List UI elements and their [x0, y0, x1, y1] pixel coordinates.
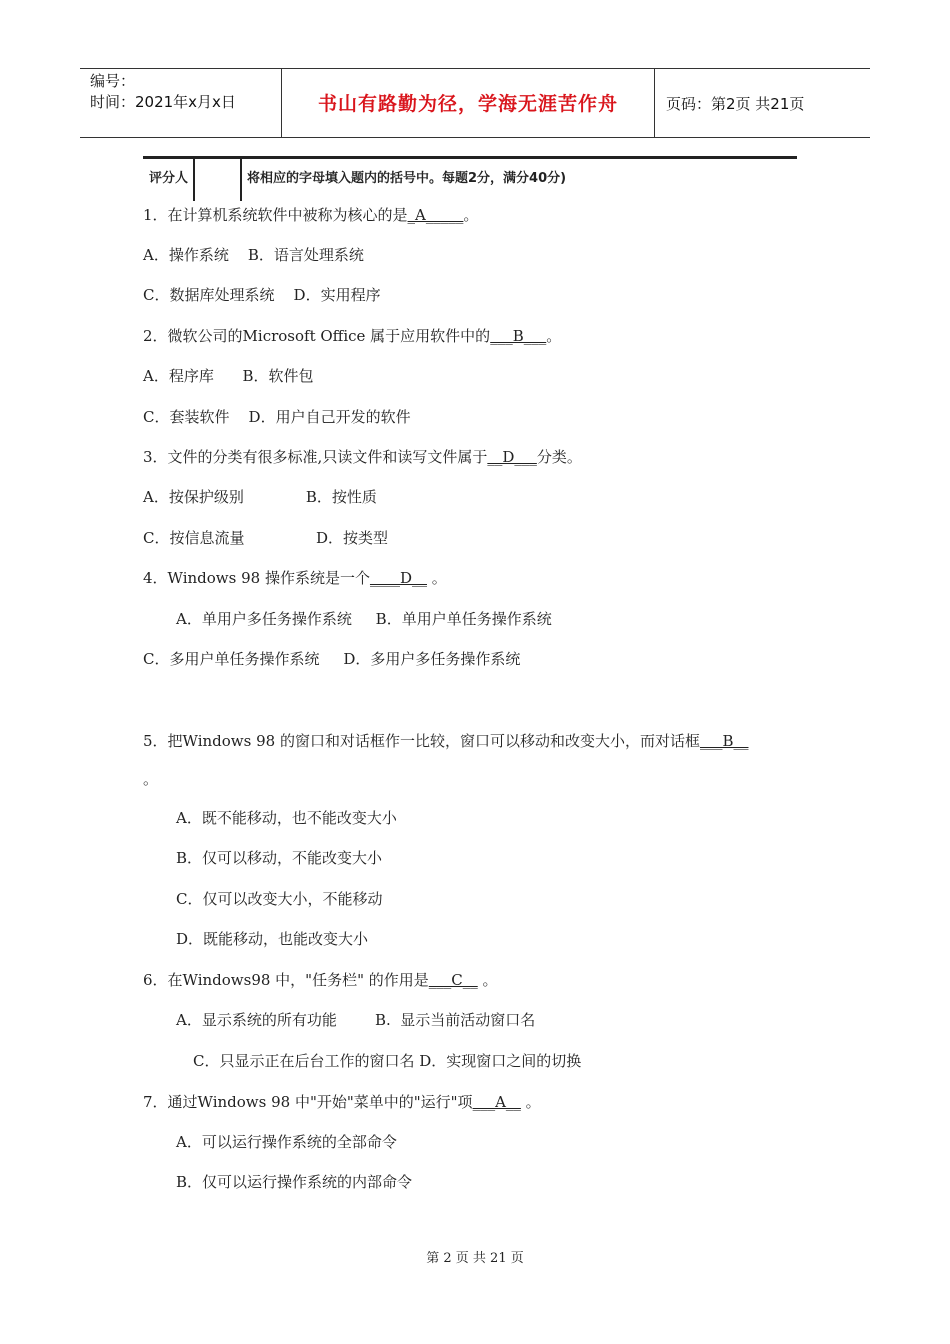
q6-options-ab: A．显示系统的所有功能 B. 显示当前活动窗口名 — [176, 1011, 536, 1029]
question-2: 2．微软公司的Microsoft Office 属于应用软件中的___B___。 — [143, 327, 562, 345]
page-header — [80, 68, 870, 138]
question-6: 6．在Windows98 中，"任务栏" 的作用是___C__ 。 — [143, 971, 498, 989]
q2-options-cd: C．套装软件 D．用户自己开发的软件 — [143, 408, 411, 426]
q1-options-cd: C．数据库处理系统 D．实用程序 — [143, 286, 381, 304]
q5-option-c: C．仅可以改变大小，不能移动 — [176, 890, 383, 908]
answer-blank: ____D__ — [369, 569, 427, 587]
q3-options-ab: A．按保护级别 B．按性质 — [143, 488, 377, 506]
answer-blank: __D___ — [487, 448, 537, 466]
question-1: 1．在计算机系统软件中被称为核心的是_A_____。 — [143, 206, 479, 224]
q3-options-cd: C．按信息流量 D．按类型 — [143, 529, 389, 547]
q4-options-ab: A．单用户多任务操作系统 B．单用户单任务操作系统 — [176, 610, 552, 628]
header-motto: 书山有路勤为径，学海无涯苦作舟 — [317, 93, 618, 115]
answer-blank: _A_____ — [407, 206, 464, 224]
page-footer: 第 2 页 共 21 页 — [426, 1251, 524, 1266]
answer-blank: ___A__ — [472, 1093, 521, 1111]
section-instruction: 将相应的字母填入题内的括号中。每题2分，满分40分) — [247, 171, 567, 186]
question-3: 3．文件的分类有很多标准,只读文件和读写文件属于__D___分类。 — [143, 448, 582, 466]
q2-options-ab: A．程序库 B．软件包 — [143, 367, 314, 385]
answer-blank: ___C__ — [428, 971, 478, 989]
score-box — [143, 156, 797, 201]
document-number-label: 编号： — [90, 72, 136, 90]
header-meta — [90, 71, 236, 113]
question-5: 5．把Windows 98 的窗口和对话框作一比较，窗口可以移动和改变大小，而对话框___B__ — [143, 732, 749, 750]
q7-option-b: B．仅可以运行操作系统的内部命令 — [176, 1173, 413, 1191]
q7-option-a: A．可以运行操作系统的全部命令 — [176, 1133, 397, 1151]
q5-option-a: A．既不能移动，也不能改变大小 — [176, 809, 397, 827]
q6-options-cd: C．只显示正在后台工作的窗口名 D．实现窗口之间的切换 — [193, 1052, 582, 1070]
question-7: 7．通过Windows 98 中"开始"菜单中的"运行"项___A__ 。 — [143, 1093, 541, 1111]
q5-option-b: B．仅可以移动，不能改变大小 — [176, 849, 383, 867]
question-4: 4．Windows 98 操作系统是一个____D__ 。 — [143, 569, 447, 587]
score-cell — [193, 159, 242, 201]
question-5-end: 。 — [143, 770, 159, 788]
q5-option-d: D．既能移动，也能改变大小 — [176, 930, 369, 948]
q4-options-cd: C．多用户单任务操作系统 D．多用户多任务操作系统 — [143, 650, 521, 668]
answer-blank: ___B___ — [490, 327, 547, 345]
answer-blank: ___B__ — [699, 732, 749, 750]
header-page-info: 页码：第2页 共21页 — [666, 95, 805, 113]
document-date: 时间：2021年x月x日 — [90, 93, 236, 111]
grader-label: 评分人 — [149, 171, 189, 186]
header-divider — [654, 69, 655, 137]
q1-options-ab: A．操作系统 B．语言处理系统 — [143, 246, 364, 264]
